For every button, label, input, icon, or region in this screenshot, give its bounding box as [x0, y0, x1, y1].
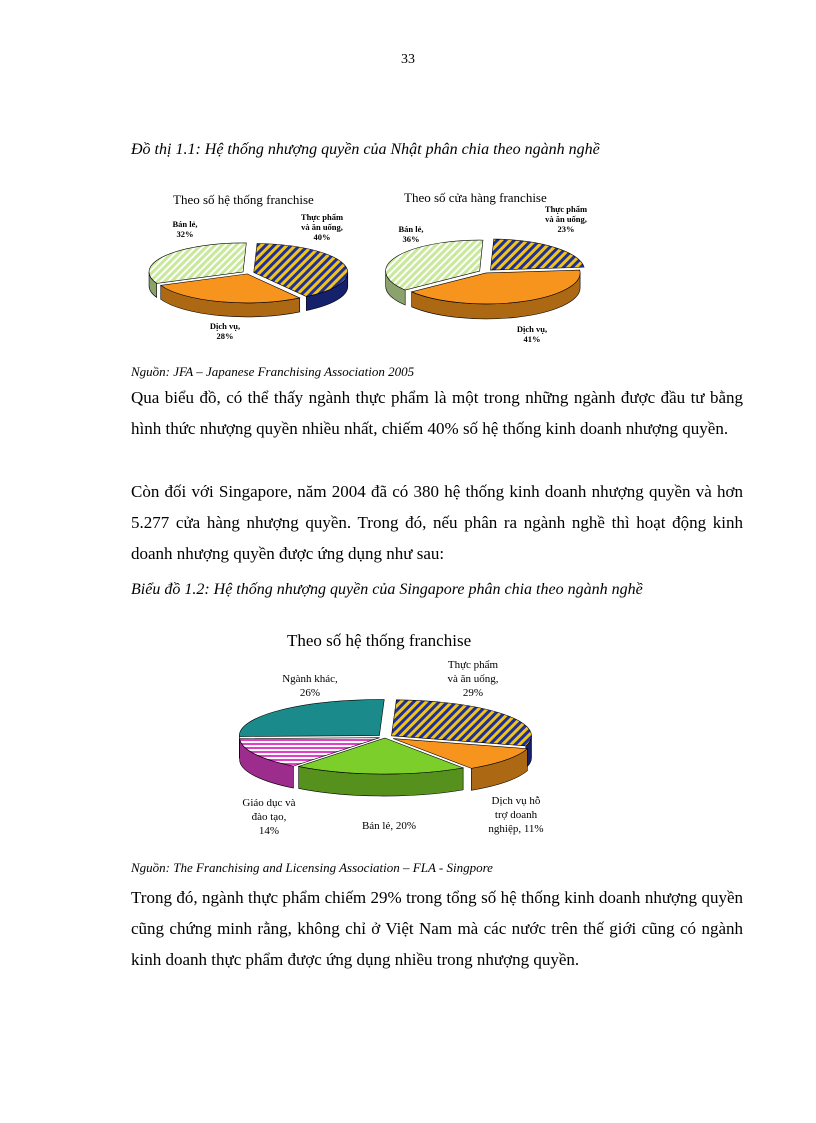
figure1-source: Nguồn: JFA – Japanese Franchising Association 2005	[131, 364, 415, 379]
paragraph-3: Trong đó, ngành thực phẩm chiếm 29% trong tổng số hệ thống kinh doanh nhượng quyền cũng chứng minh rằng, không chỉ ở Việt Nam mà các nước trên thế giới cũng có ngành kinh doanh thực phẩm được ứng dụng nhiều trong nhượng quyền.	[131, 888, 743, 969]
slice-label-1: Thực phẩm và ăn uống, 29%	[447, 659, 499, 699]
chart2-pie	[370, 200, 610, 355]
slice-label-1: Thực phẩm và ăn uống, 40%	[300, 212, 344, 242]
chart2-title: Theo số cửa hàng franchise	[404, 190, 547, 205]
figure2-source: Nguồn: The Franchising and Licensing Association – FLA - Singpore	[131, 860, 493, 875]
slice-label-1: Thực phẩm và ăn uống, 23%	[544, 204, 588, 234]
chart3-title: Theo số hệ thống franchise	[287, 631, 472, 650]
slice-label-3: Bán lẻ, 32%	[172, 219, 198, 239]
chart3-pie	[225, 655, 565, 850]
chart1-pie	[130, 205, 365, 350]
slice-label-2: Dịch vụ, 41%	[516, 324, 548, 344]
slice-label-3: Bán lẻ, 20%	[361, 820, 417, 832]
page-number: 33	[401, 52, 415, 67]
figure1-caption: Đồ thị 1.1: Hệ thống nhượng quyền của Nhật phân chia theo ngành nghề	[131, 141, 600, 158]
slice-label-4: Giáo dục và đào tạo, 14%	[242, 797, 296, 837]
paragraph-1: Qua biểu đồ, có thể thấy ngành thực phẩm là một trong những ngành được đầu tư bằng hình thức nhượng quyền nhiều nhất, chiếm 40% số hệ thống kinh doanh nhượng quyền.	[131, 388, 743, 438]
chart1-title: Theo số hệ thống franchise	[173, 192, 314, 207]
paragraph-2: Còn đối với Singapore, năm 2004 đã có 380 hệ thống kinh doanh nhượng quyền và hơn 5.277 cửa hàng nhượng quyền. Trong đó, nếu phân ra ngành nghề thì hoạt động kinh doanh nhượng quyền được ứng dụng như sau:	[131, 482, 743, 563]
slice-label-3: Bán lẻ, 36%	[398, 224, 424, 244]
figure2-caption: Biểu đồ 1.2: Hệ thống nhượng quyền của Singapore phân chia theo ngành nghề	[131, 581, 643, 598]
slice-label-2: Dịch vụ hỗ trợ doanh nghiệp, 11%	[488, 795, 544, 835]
slice-label-2: Dịch vụ, 28%	[209, 321, 241, 341]
pie-slice-1	[490, 239, 584, 270]
slice-label-5: Ngành khác, 26%	[282, 673, 338, 699]
